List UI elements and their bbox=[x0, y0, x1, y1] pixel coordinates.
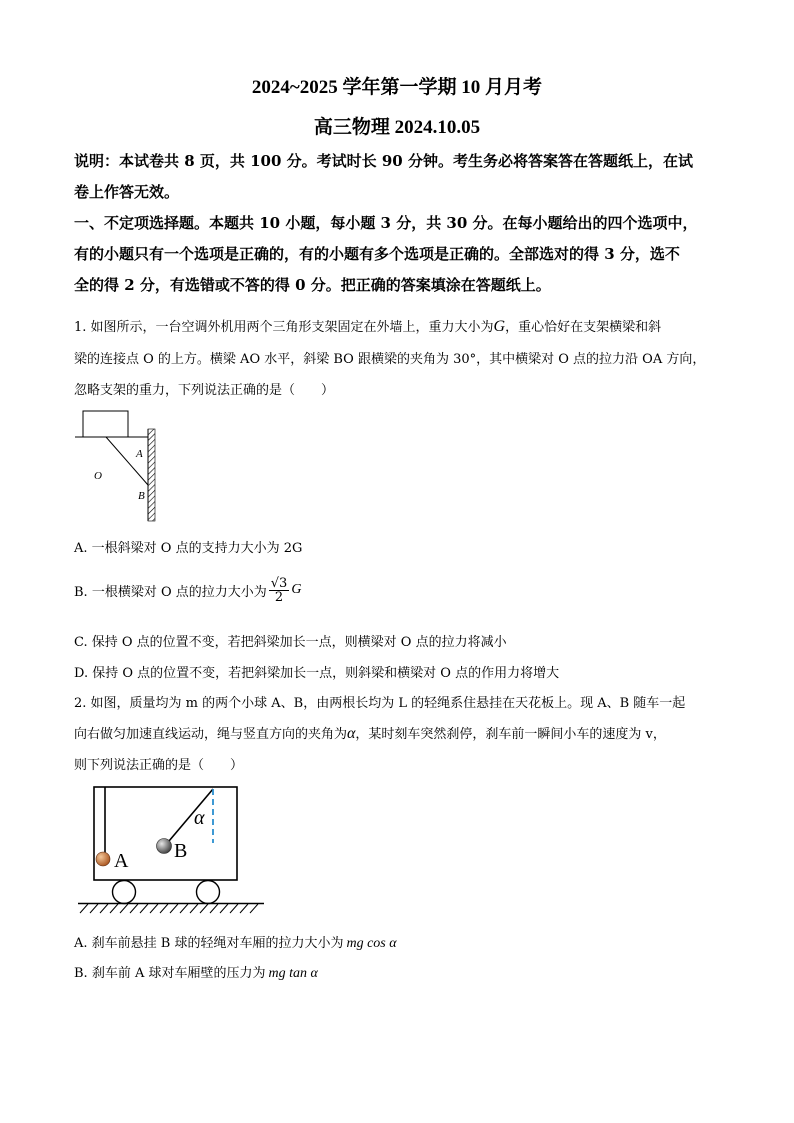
q2-line-1: 2. 如图，质量均为 m 的两个小球 A、B，由两根长均为 L 的轻绳系住悬挂在天花板上。现 A、B 随车一起 bbox=[74, 696, 686, 711]
label-ball-a: A bbox=[114, 850, 129, 872]
q1-option-d: D. 保持 O 点的位置不变，若把斜梁加长一点，则斜梁和横梁对 O 点的作用力将增大 bbox=[74, 666, 560, 681]
q1-line-1 bbox=[74, 316, 661, 336]
q2-line-2 bbox=[74, 723, 666, 743]
q2-var-alpha: α bbox=[347, 725, 356, 742]
q2-option-b-text: B. 刹车前 A 球对车厢壁的压力为 bbox=[74, 966, 266, 981]
q2-option-a-text: A. 刹车前悬挂 B 球的轻绳对车厢的拉力大小为 bbox=[74, 936, 344, 951]
ac-unit-box bbox=[83, 411, 128, 437]
fraction-denominator: 2 bbox=[274, 589, 284, 605]
q1-option-c: C. 保持 O 点的位置不变，若把斜梁加长一点，则横梁对 O 点的拉力将减小 bbox=[74, 635, 507, 650]
q1-var-g: G bbox=[493, 318, 506, 335]
section1-line-1: 一、不定项选择题。本题共 10 小题，每小题 3 分，共 30 分。在每小题给出的四个选项中， bbox=[74, 214, 698, 232]
ball-a bbox=[96, 852, 110, 866]
q1-bracket-figure bbox=[70, 405, 165, 525]
q1-option-b bbox=[74, 571, 301, 609]
wall-hatch bbox=[148, 429, 155, 521]
section1-line-3: 全的得 2 分，有选错或不答的得 0 分。把正确的答案填涂在答题纸上。 bbox=[74, 276, 551, 294]
ball-b bbox=[157, 839, 172, 854]
q2-option-b-expr: mg tan α bbox=[268, 966, 318, 981]
q1-line-1-a: 1. 如图所示，一台空调外机用两个三角形支架固定在外墙上，重力大小为 bbox=[74, 320, 494, 335]
q1-option-b-fraction bbox=[269, 577, 290, 604]
label-a: A bbox=[136, 448, 143, 460]
q1-line-3: 忽略支架的重力，下列说法正确的是（ ） bbox=[74, 383, 335, 398]
q2-line-2-a: 向右做匀加速直线运动，绳与竖直方向的夹角为 bbox=[74, 727, 348, 742]
q1-option-b-var: G bbox=[291, 582, 302, 597]
fraction-numerator: √3 bbox=[270, 575, 288, 591]
label-ball-b: B bbox=[174, 840, 188, 862]
wheel-right bbox=[197, 881, 220, 904]
q2-line-3: 则下列说法正确的是（ ） bbox=[74, 758, 244, 773]
label-alpha: α bbox=[194, 807, 205, 829]
q2-cart-figure bbox=[74, 780, 266, 920]
q2-option-a-expr: mg cos α bbox=[346, 936, 397, 951]
q2-option-a bbox=[74, 932, 397, 952]
wheel-left bbox=[113, 881, 136, 904]
exam-subtitle: 高三物理 2024.10.05 bbox=[313, 117, 481, 138]
q1-option-b-text: B. 一根横梁对 O 点的拉力大小为 bbox=[74, 584, 267, 600]
beam-BO bbox=[106, 437, 148, 485]
instructions-line-2: 卷上作答无效。 bbox=[74, 183, 180, 201]
exam-title: 2024~2025 学年第一学期 10 月月考 bbox=[251, 77, 543, 98]
string-b bbox=[169, 789, 213, 841]
q1-option-a: A. 一根斜梁对 O 点的支持力大小为 2G bbox=[74, 541, 303, 556]
q1-line-2: 梁的连接点 O 的上方。横梁 AO 水平，斜梁 BO 跟横梁的夹角为 30°，其中横梁对 O 点的拉力沿 OA 方向， bbox=[74, 352, 706, 367]
q2-line-2-b: ，某时刻车突然刹停，刹车前一瞬间小车的速度为 v， bbox=[355, 727, 666, 742]
section1-line-2: 有的小题只有一个选项是正确的，有的小题有多个选项是正确的。全部选对的得 3 分，选不 bbox=[74, 245, 680, 263]
ground-hatch bbox=[80, 904, 258, 913]
label-o: O bbox=[94, 470, 102, 482]
instructions-line-1: 说明：本试卷共 8 页，共 100 分。考试时长 90 分钟。考生务必将答案答在答题纸上，在试 bbox=[74, 152, 693, 170]
q2-option-b bbox=[74, 962, 318, 982]
label-b: B bbox=[138, 490, 145, 502]
q1-line-1-b: ，重心恰好在支架横梁和斜 bbox=[505, 320, 662, 335]
